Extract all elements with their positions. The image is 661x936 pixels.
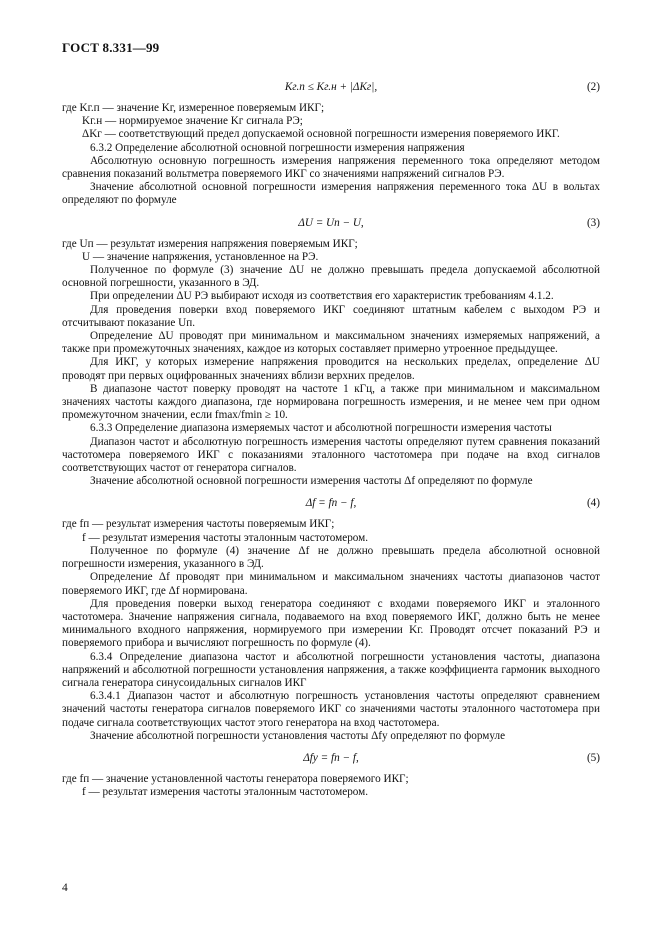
formula-2-text: Kг.п ≤ Kг.н + |ΔKг|, [284, 81, 378, 93]
paragraph: Значение абсолютной основной погрешности измерения частоты Δf определяют по формуле [90, 475, 533, 488]
paragraph: Значение абсолютной погрешности установления частоты Δfу определяют по формуле [90, 729, 506, 742]
paragraph: При определении ΔU РЭ выбирают исходя из соответствия его характеристик требованиям 4.1.2. [90, 290, 554, 303]
paragraph: Полученное по формуле (4) значение Δf не должно превышать предела абсолютной основной погрешности измерения, указанного в ЭД. [62, 544, 600, 571]
where-3-line-1: где Uп — результат измерения напряжения поверяемым ИКГ; [62, 237, 358, 250]
section-6-3-4-title: 6.3.4 Определение диапазона частот и абсолютной погрешности установления частоты, диапазона напряжений и абсолютной погрешности установления напряжения, а также коэффициента гармоник выходного сигнала генератора синусоидальных сигналов ИКГ [62, 650, 600, 689]
page-number: 4 [62, 882, 68, 894]
formula-4 [62, 497, 600, 511]
paragraph: В диапазоне частот поверку проводят на частоте 1 кГц, а также при минимальном и максимальном значениях частоты каждого диапазона, где нормирована погрешность измерения, и не менее чем при одном промежуточном значении, если fmax/fmin ≥ 10. [62, 382, 600, 422]
formula-3-number: (3) [586, 216, 600, 229]
where-5-line-1: где fп — значение установленной частоты генератора поверяемого ИКГ; [62, 772, 409, 785]
formula-2-number: (2) [586, 81, 600, 93]
formula-5-number: (5) [586, 751, 600, 764]
where-2-line-1: где Kг.п — значение Kг, измеренное поверяемым ИКГ; [62, 102, 325, 114]
paragraph: Диапазон частот и абсолютную погрешность измерения частоты определяют путем сравнения показаний частотомера поверяемого ИКГ с показаниями эталонного частотомера при подаче на вход сигналов соответствующих частот от генератора сигналов. [62, 435, 600, 475]
where-5-line-2: f — результат измерения частоты эталонным частотомером. [82, 786, 369, 799]
page-body [62, 72, 600, 799]
paragraph: Полученное по формуле (3) значение ΔU не должно превышать предела допускаемой абсолютной основной погрешности, указанного в ЭД. [62, 264, 600, 290]
section-6-3-2-title: 6.3.2 Определение абсолютной основной погрешности измерения напряжения [90, 141, 465, 154]
paragraph: Для проведения поверки выход генератора соединяют с входами поверяемого ИКГ и эталонного частотомера. Значение напряжения сигнала, подаваемого на вход поверяемого ИКГ, должно быть не менее минимального входного напряжения, нормируемого при измерении Kг. Проводят отсчет показаний РЭ и поверяемого прибора и вычисляют погрешность по формуле (4). [62, 597, 600, 650]
paragraph: Для проведения поверки вход поверяемого ИКГ соединяют штатным кабелем с выходом РЭ и отсчитывают показание Uп. [62, 303, 600, 329]
paragraph: Значение абсолютной основной погрешности измерения напряжения переменного тока ΔU в вольтах определяют по формуле [62, 181, 600, 207]
formula-4-text: Δf = fп − f, [305, 497, 357, 510]
formula-2 [62, 81, 600, 95]
where-3-line-2: U — значение напряжения, установленное на РЭ. [82, 250, 319, 263]
formula-5 [62, 752, 600, 766]
where-2-line-3: ΔKг — соответствующий предел допускаемой основной погрешности измерения поверяемого ИКГ. [82, 128, 560, 141]
formula-4-number: (4) [586, 497, 600, 510]
formula-5-text: Δfу = fп − f, [303, 751, 359, 764]
paragraph: Абсолютную основную погрешность измерения напряжения переменного тока определяют методом сравнения показаний вольтметра поверяемого ИКГ со значениями напряжений сигналов РЭ. [62, 154, 600, 181]
paragraph: Определение ΔU проводят при минимальном и максимальном значениях измеряемых напряжений, а также при промежуточных значениях, каждое из которых составляет примерно утроенное предыдущее. [62, 330, 600, 356]
section-6-3-3-title: 6.3.3 Определение диапазона измеряемых частот и абсолютной погрешности измерения частоты [90, 422, 552, 435]
where-4-line-1: где fп — результат измерения частоты поверяемым ИКГ; [62, 518, 335, 531]
paragraph: 6.3.4.1 Диапазон частот и абсолютную погрешность установления частоты определяют сравнением значений частоты генератора сигналов поверяемого ИКГ со значениями частоты эталонного частотомера при подаче сигнала соответствующих частот этого генератора на вход частотомера. [62, 690, 600, 729]
formula-3 [62, 217, 600, 231]
paragraph: Для ИКГ, у которых измерение напряжения проводится на нескольких пределах, определение ΔU проводят при первых оцифрованных значениях вблизи верхних пределов. [62, 356, 600, 382]
doc-code-header: ГОСТ 8.331—99 [62, 40, 160, 55]
where-2-line-2: Kг.н — нормируемое значение Kг сигнала РЭ; [82, 115, 303, 128]
where-4-line-2: f — результат измерения частоты эталонным частотомером. [82, 531, 369, 544]
formula-3-text: ΔU = Uп − U, [298, 216, 364, 229]
paragraph: Определение Δf проводят при минимальном и максимальном значениях частоты диапазонов частот поверяемого ИКГ, где Δf нормирована. [62, 571, 600, 597]
